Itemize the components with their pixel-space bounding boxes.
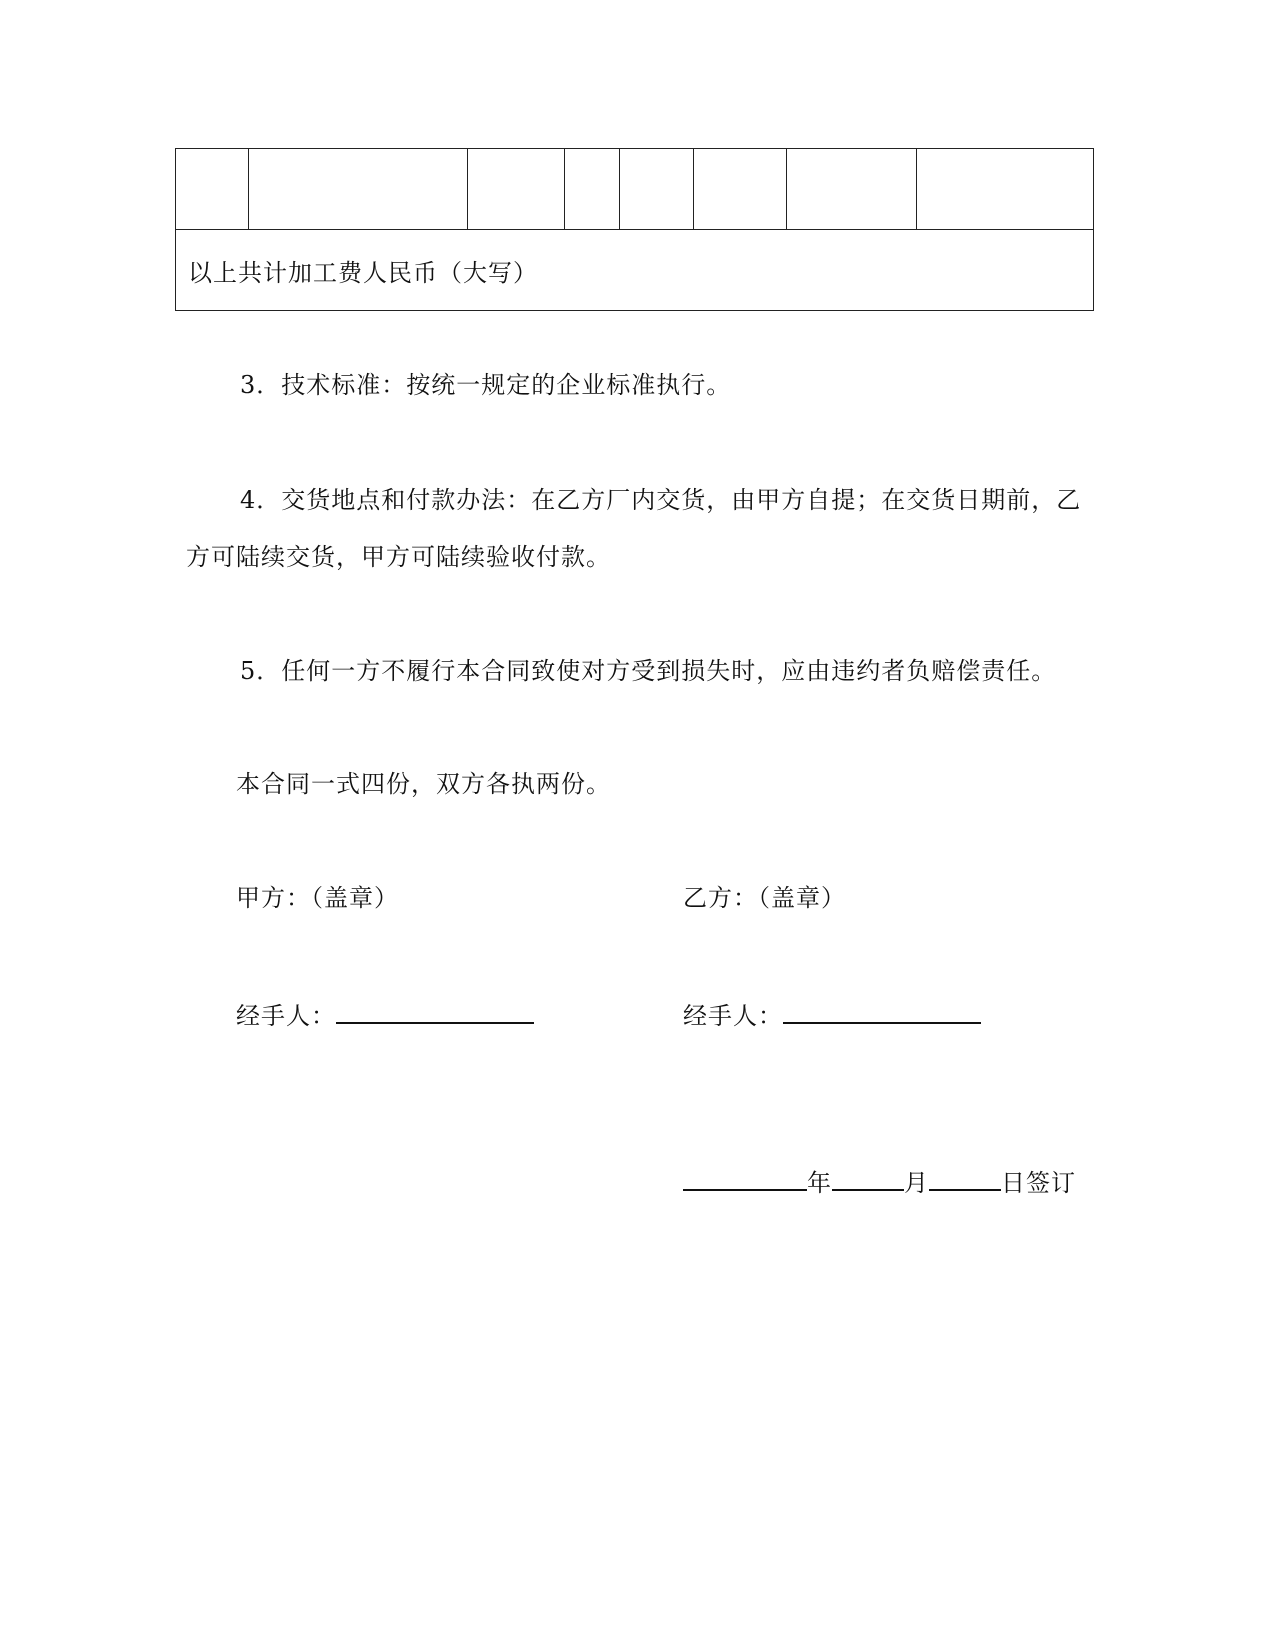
copies-statement: 本合同一式四份，双方各执两份。 [236, 770, 611, 798]
table-cell [620, 149, 694, 230]
clause-4-line-2: 方可陆续交货，甲方可陆续验收付款。 [186, 543, 611, 571]
party-b-handler-blank[interactable] [783, 1000, 981, 1024]
day-blank[interactable] [929, 1167, 1001, 1191]
table-row [176, 149, 1094, 230]
table-cell [787, 149, 917, 230]
party-a-handler-blank[interactable] [336, 1000, 534, 1024]
party-b-handler-label: 经手人： [683, 1002, 783, 1030]
day-signed-label: 日签订 [1001, 1169, 1076, 1197]
table-cell [565, 149, 620, 230]
party-a-seal-label: 甲方：（盖章） [236, 884, 399, 912]
year-label: 年 [807, 1169, 832, 1197]
month-blank[interactable] [832, 1167, 904, 1191]
processing-fee-table [175, 148, 1094, 311]
clause-3: 3．技术标准：按统一规定的企业标准执行。 [240, 371, 732, 399]
table-total-row [176, 230, 1094, 311]
table-cell [694, 149, 787, 230]
year-blank[interactable] [683, 1167, 807, 1191]
signing-date [683, 1167, 1076, 1195]
party-b-seal-label: 乙方：（盖章） [683, 884, 846, 912]
party-a-handler [236, 1000, 534, 1028]
table-cell [249, 149, 468, 230]
party-a-handler-label: 经手人： [236, 1002, 336, 1030]
table-cell [176, 149, 249, 230]
clause-4-line-1: 4．交货地点和付款办法：在乙方厂内交货，由甲方自提；在交货日期前，乙 [240, 486, 1082, 514]
clause-5: 5．任何一方不履行本合同致使对方受到损失时，应由违约者负赔偿责任。 [240, 657, 1057, 685]
month-label: 月 [904, 1169, 929, 1197]
table-cell [468, 149, 565, 230]
table-cell [917, 149, 1094, 230]
total-fee-label: 以上共计加工费人民币（大写） [176, 230, 1094, 311]
party-b-handler [683, 1000, 981, 1028]
